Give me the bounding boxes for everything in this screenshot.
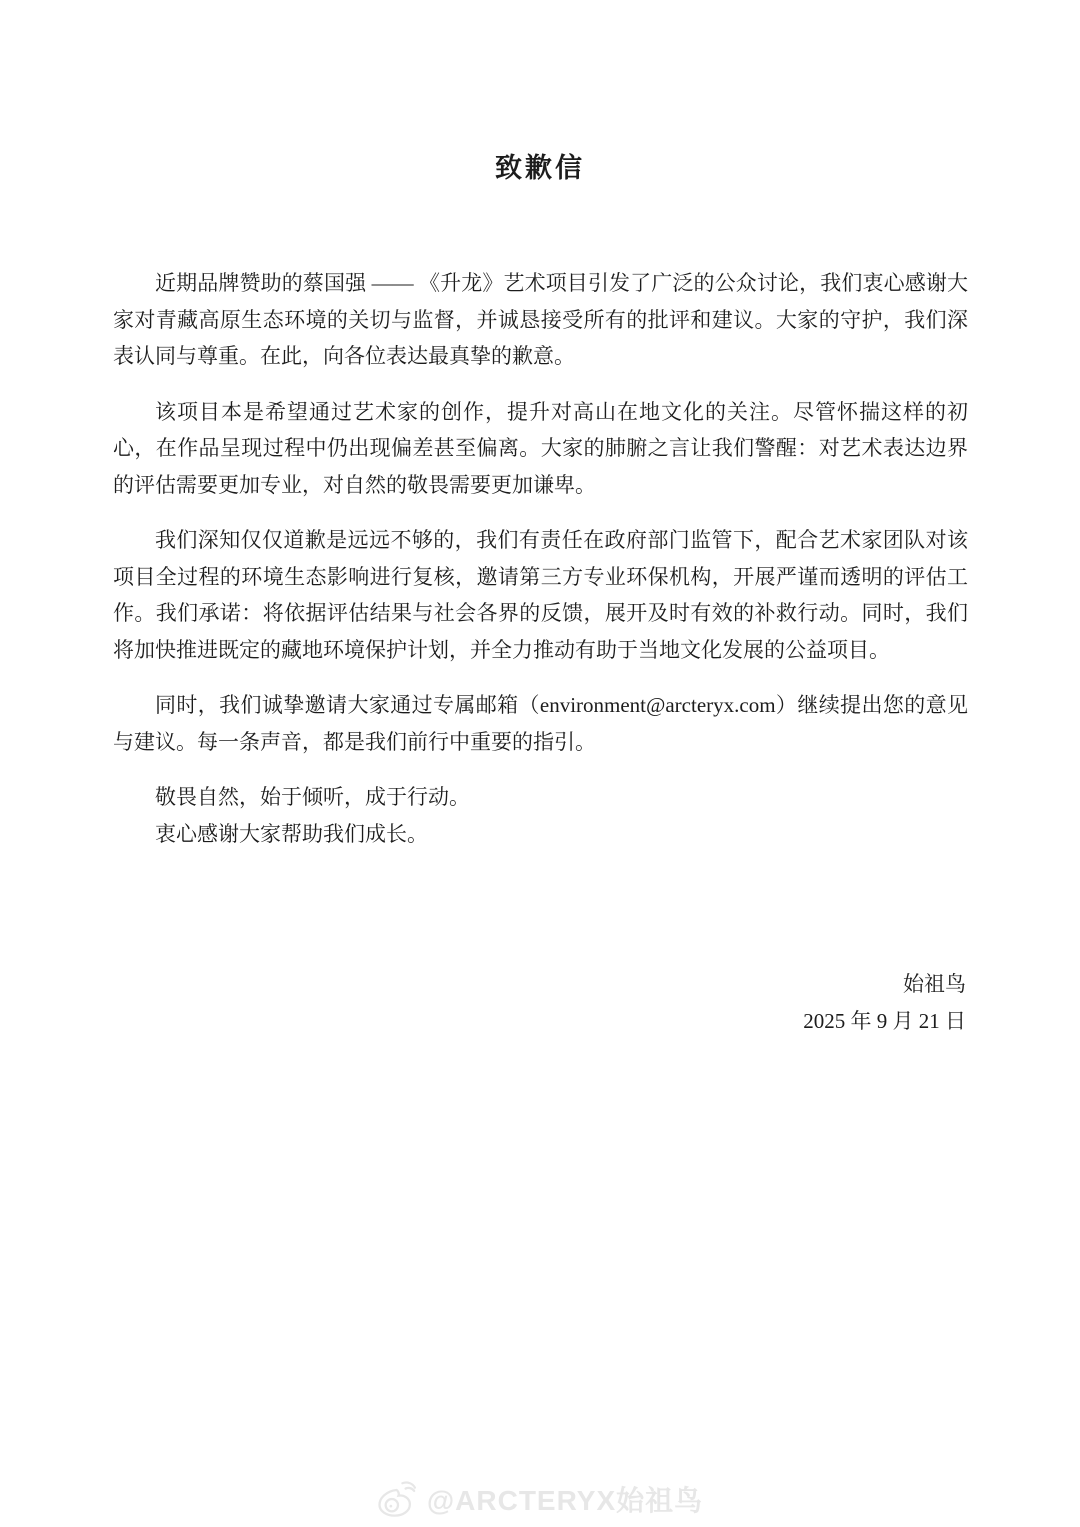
signature-date: 2025 年 9 月 21 日 (803, 1009, 966, 1033)
paragraph-2: 该项目本是希望通过艺术家的创作，提升对高山在地文化的关注。尽管怀揣这样的初心，在作品呈现过程中仍出现偏差甚至偏离。大家的肺腑之言让我们警醒：对艺术表达边界的评估需要更加专业，对自然的敬畏需要更加谦卑。 (113, 399, 968, 497)
paragraph-6: 衷心感谢大家帮助我们成长。 (155, 821, 428, 846)
signature-block (803, 966, 966, 1040)
paragraph-5: 敬畏自然，始于倾听，成于行动。 (155, 785, 470, 809)
signature-name: 始祖鸟 (903, 972, 966, 996)
watermark (0, 1479, 1080, 1519)
weibo-icon (377, 1480, 419, 1518)
paragraph-3: 我们深知仅仅道歉是远远不够的，我们有责任在政府部门监管下，配合艺术家团队对该项目全过程的环境生态影响进行复核，邀请第三方专业环保机构，开展严谨而透明的评估工作。我们承诺：将依据评估结果与社会各界的反馈，展开及时有效的补救行动。同时，我们将加快推进既定的藏地环境保护计划，并全力推动有助于当地文化发展的公益项目。 (113, 528, 968, 662)
paragraph-1: 近期品牌赞助的蔡国强 —— 《升龙》艺术项目引发了广泛的公众讨论，我们衷心感谢大家对青藏高原生态环境的关切与监督，并诚恳接受所有的批评和建议。大家的守护，我们深表认同与尊重。在此，向各位表达最真挚的歉意。 (113, 271, 968, 368)
watermark-handle: @ARCTERYX始祖鸟 (426, 1485, 704, 1516)
letter-body (113, 265, 968, 852)
page-title: 致歉信 (495, 153, 585, 183)
paragraph-4: 同时，我们诚挚邀请大家通过专属邮箱（environment@arcteryx.com）继续提出您的意见与建议。每一条声音，都是我们前行中重要的指引。 (113, 693, 968, 754)
